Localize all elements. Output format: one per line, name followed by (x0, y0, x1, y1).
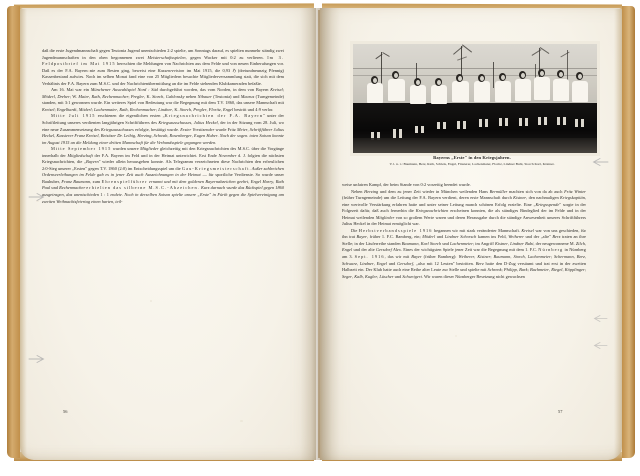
photo-player (534, 77, 550, 100)
photo-player-face (458, 76, 462, 81)
photo-player-leg (479, 119, 482, 127)
photo-player-leg (499, 118, 502, 126)
photo-caption-names: V. l. n. r.: Baumann, Berz, Rath, Schleis, Engel, Finsterer, Lachenmaier, Floritz, Lindner Bubi, Storch Karl, Köstner. (389, 161, 555, 166)
photo-player-leg (457, 121, 460, 129)
photo-player-face (521, 73, 525, 78)
paragraph: Am 16. Mai war ein Münchener Auswahlspiel Nord : Süd durchgeführt worden, das vom Norden, in dem von Bayern Kreisel; Möderl, Dreher; W. Maier, Rath, Rechenmacher; Pregler, K. Storch, Gablonsky neben Nibauer (Teutonia) und Maurus (Turngemeinde) standen, mit 3:1 gewonnen wurde. Ein weiteres Spiel von Bedeutung war die Begegnung mit dem T.V. 1860, das unsere Mannschaft mit Kreisel; Engelhardt, Möderl; Lachenmaier, Rath, Rechenmacher; Lindner, K. Storch, Pregler, Floritz, Engel bestritt und 4:9 verlor. (42, 87, 284, 112)
photo-player (367, 83, 383, 103)
page-number-left: 56 (63, 409, 68, 414)
paragraph: Neben Herzing und dem zu jener Zeit wieder in München weilenden Hans Bermüller machten sich von da ab auch Fritz Winter (früher Turngemeinde) um die Leitung der F.A. Bayern verdient, deren erste Mannschaft durch Kistner, den nachmaligen Kriegskapitän, eine wertvolle Verstärkung erfahren hatte und unter seiner Leitung manch schönen Erfolg erzielte. Eine „Kriegsspende" sorgte in der Folgezeit dafür, daß auch fernerhin die Kriegsnachrichten erscheinen konnten, die als ständiges Bindeglied der im Felde und in der Heimat weilenden Mitglieder von so großem Werte waren und deren Herausgabe durch die ständige Anwesenheit unseres Schriftführers Julius Heckel in der Heimat ermöglicht war. (342, 188, 587, 227)
page-number-right: 57 (558, 409, 563, 414)
photo-player (553, 79, 569, 101)
photo-player-leg (443, 122, 446, 129)
paragraph: daß die erste Jugendmannschaft gegen Teutonia Jugend unentschieden 2:2 spielte, um Sonntags darauf, es spielten nunmehr ständig zwei Jugendmannschaften in den oben begonnenen zwei Meisterschaftsspielen, gegen Wacker mit 0:2 zu verlieren. Im 3. Feldpostbrief im Mai 1915 herrschten die Meldungen von Nachrichten aus dem Felde und von neuen Einberufungen vor. Daß es der F.A. Bayern nie zum Besten ging, beweist eine Kassenrevision im Mai 1915, die 0,93 ℌ (dreiundneunzig Pfennig) Kassenbestand aufwies. Noch im selben Monat fand eine von 25 Mitgliedern besuchte Mitgliederversammlung statt, die sich mit dem Verhältnis der F.A. Bayern zum M.S.C. und der Nachrichtenübermittlung an die im Felde stehenden Klubkameraden befaßte. (42, 48, 285, 86)
photo-player-leg (399, 129, 402, 138)
photo-player-leg (557, 117, 560, 125)
photo-pole (493, 62, 494, 88)
photo-player-leg (519, 118, 522, 126)
photo-player-leg (463, 121, 466, 129)
photo-player-leg (538, 117, 541, 125)
photo-player-face (373, 78, 377, 83)
right-page-textblock (342, 182, 586, 280)
photo-player-leg (505, 118, 508, 126)
photo-foreground-grass (353, 138, 597, 153)
photo-plate-frame (350, 41, 600, 156)
photo-player (388, 79, 405, 101)
photo-tree (381, 52, 382, 84)
photo-tree (567, 50, 568, 80)
photo-caption-title: Bayerns „Erste" in den Kriegsjahren. (433, 155, 511, 160)
photo-player-face (578, 74, 582, 79)
photo-player-leg (525, 118, 528, 126)
photo-player (410, 85, 426, 104)
photo-player-leg (581, 119, 584, 127)
photo-player-leg (485, 119, 488, 127)
left-page-textblock (42, 48, 284, 205)
paragraph: weise unfairen Kampf, der beim Stande von 0:2 vorzeitig beendet wurde. (342, 182, 471, 187)
paragraph: Die Herbstverbandsspiele 1916 begannen wir mit stark veränderter Mannschaft. Kreisel war von uns geschieden, für ihn trat Bayer, früher 1. F.C. Bamberg, ein; Möderl und Lindner Schorsch kamen ins Feld, Weiherer und der „alte" Berz traten an ihre Stelle; in der Läuferreihe standen Baumann, Karl Storch und Lachenmeier; im Angriff Kistner, Lindner Bubi, der neugewonnene M. Zilch, Engel und der alte Gersdorf Alex. Eines der wichtigsten Spiele jener Zeit war die Begegnung mit dem 1. F.C. Nürnberg in Nürnberg am 3. Sept. 1916, das wir mit Bayer (früher Bamberg): Weiherer, Kistner; Baumann, Storch, Lachenmeier; Schermann, Berz, Schwarz, Lindner, Engel und Gersdorf, „also mit 12 Leuten" bestritten. Berz hatte den D-Zug versäumt und trat erst in der zweiten Halbzeit ein. Der Klub hatte auch eine Reihe alter Leute zur Stelle und spielte mit Schrenk; Philipp, Bark; Bachmeier, Riegel, Köpplinger; Seger, Kalb, Kugler, Lüscher und Schweigert. Wir waren dieser Nürnberger Besetzung nicht gewachsen (342, 227, 587, 279)
cover-edge-right (622, 6, 635, 458)
photo-player-face (416, 80, 420, 85)
photo-player-face (480, 76, 484, 81)
photo-player-leg (575, 119, 578, 127)
photo-player-face (394, 73, 398, 78)
paragraph: Mitte September 1915 wurden unsere Mitglieder gleichzeitig mit den Kriegsnachrichten des M.S.C. über die Vorgänge innerhalb der Mitgliedschaft der F.A. Bayern im Feld und in der Heimat unterrichtet. Erst Ende November d. J. folgten die nächsten Kriegsnachrichten, die „Bayern" wieder allein herausgeben konnte. Als Telegramm verzeichneten diese Nachrichten den erfreulichen 2:0-Sieg unserer „Ersten" gegen T.V. 1860 (2:0) im Entscheidungsspiel um die Gau-Kriegsmeisterschaft. Außer zahlreichen Ordensverleihungen im Felde gab es in jener Zeit auch Auszeichnungen in der Heimat — für sportliche Verdienste. So wurde unser Bauhuber, Franz Baumann, zum Ehrenspielführer ernannt und mit dem goldenen Bayernabzeichen geehrt, Engel Harry, Rath Paul und Rechenmacher erhielten das silberne M.S.C.-Abzeichen. Kurz darnach wurde das Rückspiel gegen 1860 ausgetragen, das unentschieden 1 : 1 endete. Noch in derselben Saison spielte unsere „Erste" in Fürth gegen die Spielvereinigung am zweiten Weihnachtsfeiertag einen harten, teil- (42, 146, 285, 204)
photo-player (495, 81, 511, 102)
team-photograph (353, 44, 597, 153)
paragraph: Mitte Juli 1915 erschienen die eigentlichen ersten „Kriegsnachrichten der F.A. Bayern" unter der Schriftleitung unseres verdienten langjährigen Schriftführers des Kriegsausschusses, Julius Heckel, der in der Sitzung vom 28. Juli, wo eine neue Zusammensetzung des Kriegsausschusses erfolgte, bestätigt wurde. Erster Vorsitzender wurde Fritz Meier, Schriftführer Julius Heckel, Kassierer Franz Kreisel, Beisitzer Dr. Leibig, Herzing, Schwab, Rosenberger, Eugen Huber. Nach der sogen. toten Saison konnte im August 1915 an die Meldung einer dritten Mannschaft für die Verbandsspiele gegangen werden. (42, 113, 285, 145)
book-spine-line (318, 10, 320, 458)
page-edge-stack-right (614, 9, 622, 459)
photo-player-leg (437, 122, 440, 129)
photo-player (572, 81, 588, 102)
photo-player (452, 81, 469, 102)
photo-player-leg (544, 117, 547, 125)
photo-player-leg (393, 129, 396, 138)
photo-player (515, 79, 531, 101)
cover-edge-left (7, 6, 20, 458)
photo-player (431, 85, 447, 104)
photo-player (474, 81, 490, 102)
page-edge-stack-left (20, 9, 27, 459)
photo-player-face (437, 80, 441, 85)
photo-player-leg (421, 126, 424, 133)
photo-player-leg (415, 126, 418, 133)
photo-player-face (501, 75, 505, 80)
photo-caption (350, 155, 594, 166)
photo-wire (353, 68, 597, 69)
photo-player-leg (563, 117, 566, 125)
photo-player-face (559, 72, 563, 77)
photo-player-face (540, 71, 544, 76)
